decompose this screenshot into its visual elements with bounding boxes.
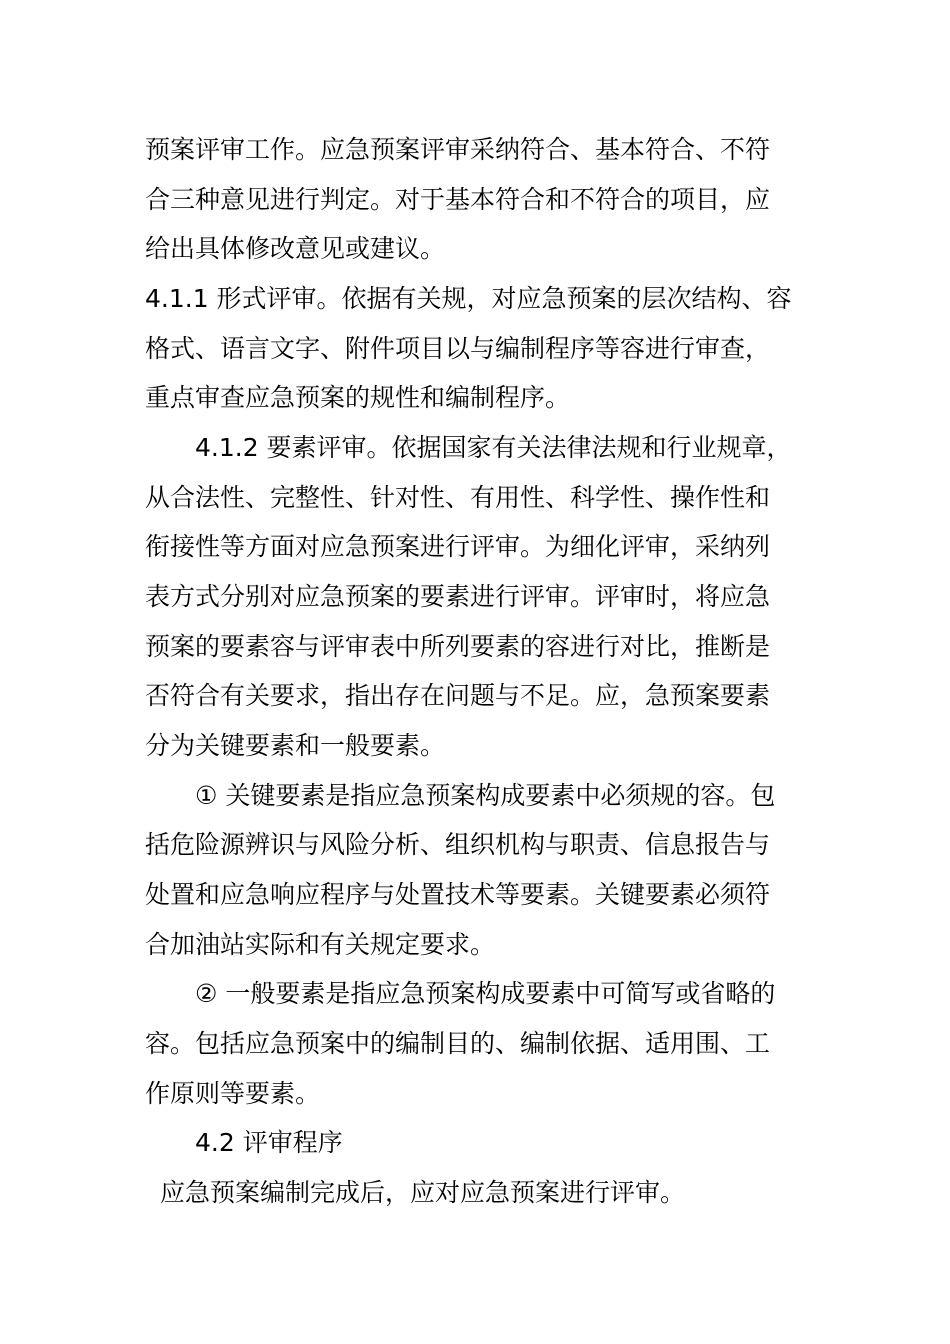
text-line: 预案评审工作。应急预案评审采纳符合、基本符合、不符: [145, 135, 771, 164]
text-line: 从合法性、完整性、针对性、有用性、科学性、操作性和: [145, 483, 771, 512]
text-line: 合三种意见进行判定。对于基本符合和不符合的项目，应: [145, 185, 771, 214]
text-line: 重点审查应急预案的规性和编制程序。: [145, 383, 571, 412]
text-line: 预案的要素容与评审表中所列要素的容进行对比，推断是: [145, 632, 771, 661]
text-line: 括危险源辨识与风险分析、组织机构与职责、信息报告与: [145, 830, 771, 859]
section-heading: 4.2 评审程序: [195, 1128, 343, 1157]
text-line: 4.1.1 形式评审。依据有关规，对应急预案的层次结构、容: [145, 284, 792, 313]
text-line: 处置和应急响应程序与处置技术等要素。关键要素必须符: [145, 880, 771, 909]
text-line: 衔接性等方面对应急预案进行评审。为细化评审，采纳列: [145, 532, 771, 561]
text-line: 容。包括应急预案中的编制目的、编制依据、适用围、工: [145, 1029, 771, 1058]
text-line: ② 一般要素是指应急预案构成要素中可简写或省略的: [195, 979, 776, 1008]
text-line: 格式、语言文字、附件项目以与编制程序等容进行审查，: [145, 334, 771, 363]
text-line: 表方式分别对应急预案的要素进行评审。评审时，将应急: [145, 582, 771, 611]
text-line: 作原则等要素。: [145, 1079, 321, 1108]
text-line: 给出具体修改意见或建议。: [145, 234, 446, 263]
text-line: 4.1.2 要素评审。依据国家有关法律法规和行业规章，: [195, 433, 792, 462]
text-line: 否符合有关要求，指出存在问题与不足。应，急预案要素: [145, 681, 771, 710]
text-line: ① 关键要素是指应急预案构成要素中必须规的容。包: [195, 781, 776, 810]
text-line: 合加油站实际和有关规定要求。: [145, 930, 496, 959]
text-line: 分为关键要素和一般要素。: [145, 731, 446, 760]
text-line: 应急预案编制完成后，应对应急预案进行评审。: [160, 1178, 686, 1207]
